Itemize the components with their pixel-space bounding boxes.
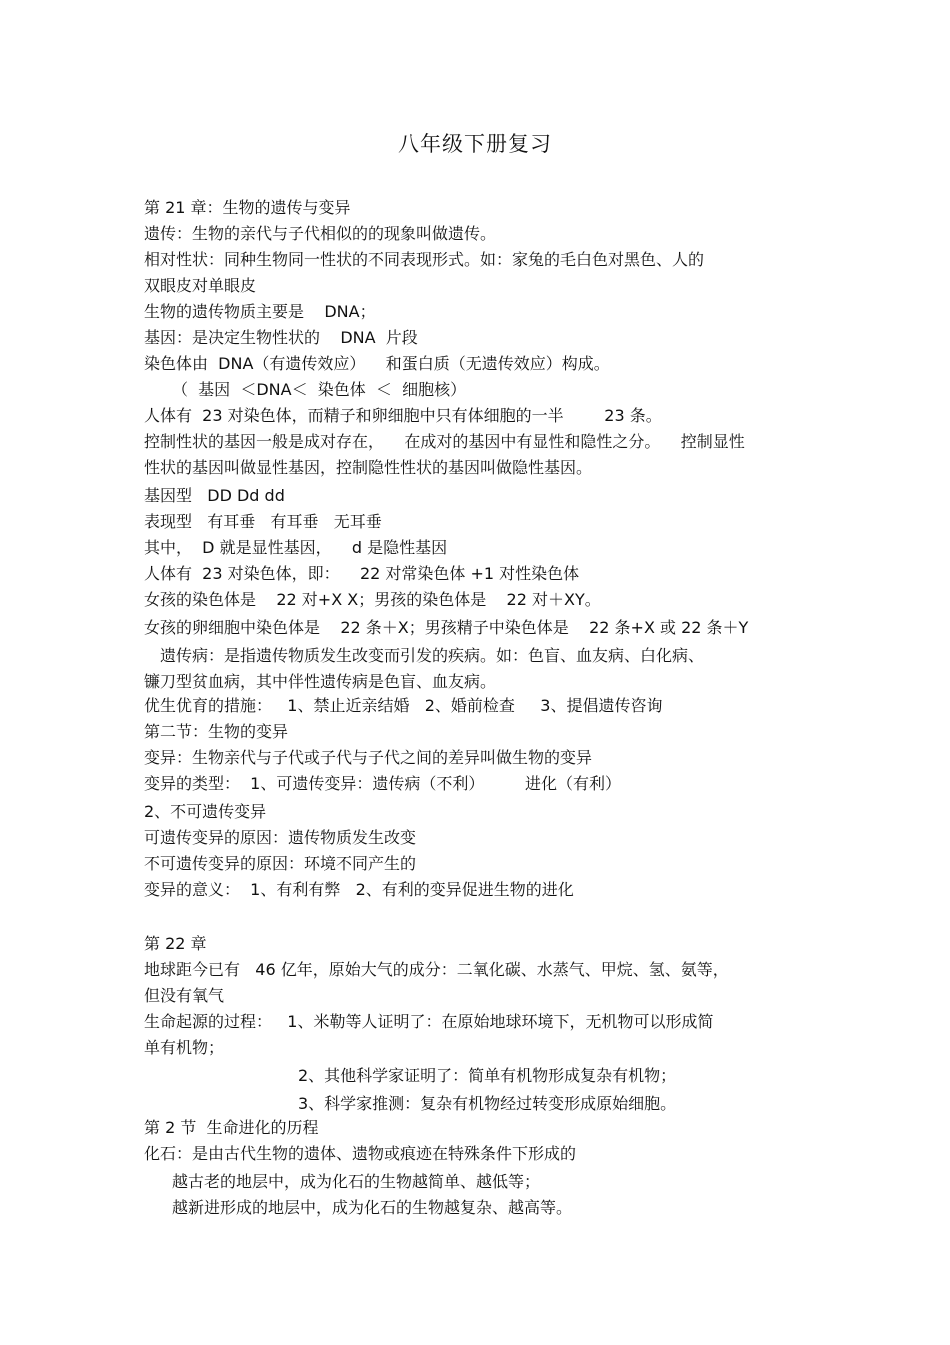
text-line: 生命起源的过程： 1、米勒等人证明了：在原始地球环境下，无机物可以形成简 <box>144 1012 714 1031</box>
chapter-22-heading: 第 22 章 <box>144 934 207 953</box>
text-line: 基因：是决定生物性状的 DNA 片段 <box>144 328 418 347</box>
text-line: 可遗传变异的原因：遗传物质发生改变 <box>144 828 417 847</box>
text-line: 人体有 23 对染色体，而精子和卵细胞中只有体细胞的一半 23 条。 <box>144 406 662 425</box>
text-line: 生物的遗传物质主要是 DNA； <box>144 302 376 321</box>
text-line: 不可遗传变异的原因：环境不同产生的 <box>144 854 417 873</box>
page-title: 八年级下册复习 <box>398 132 552 156</box>
text-line: 人体有 23 对染色体，即： 22 对常染色体 +1 对性染色体 <box>144 564 580 583</box>
text-line: 3、科学家推测：复杂有机物经过转变形成原始细胞。 <box>298 1094 677 1113</box>
text-line: 变异的意义： 1、有利有弊 2、有利的变异促进生物的进化 <box>144 880 574 899</box>
text-line: 优生优育的措施： 1、禁止近亲结婚 2、婚前检查 3、提倡遗传咨询 <box>144 696 663 715</box>
text-line: 2、不可遗传变异 <box>144 802 267 821</box>
text-line: 但没有氧气 <box>144 986 225 1005</box>
text-line: （ 基因 ＜DNA＜ 染色体 ＜ 细胞核） <box>172 380 467 399</box>
text-line: 控制性状的基因一般是成对存在， 在成对的基因中有显性和隐性之分。 控制显性 <box>144 432 745 451</box>
text-line: 相对性状：同种生物同一性状的不同表现形式。如：家兔的毛白色对黑色、人的 <box>144 250 705 269</box>
text-line: 遗传：生物的亲代与子代相似的的现象叫做遗传。 <box>144 224 497 243</box>
text-line: 2、其他科学家证明了：简单有机物形成复杂有机物； <box>298 1066 677 1085</box>
section-heading: 第二节：生物的变异 <box>144 722 289 741</box>
text-line: 女孩的染色体是 22 对+X X；男孩的染色体是 22 对＋XY。 <box>144 590 601 609</box>
text-line: 其中， D 就是显性基因， d 是隐性基因 <box>144 538 448 557</box>
text-line: 基因型 DD Dd dd <box>144 486 285 505</box>
text-line: 变异的类型： 1、可遗传变异：遗传病（不利） 进化（有利） <box>144 774 622 793</box>
text-line: 越新进形成的地层中，成为化石的生物越复杂、越高等。 <box>172 1198 573 1217</box>
section-heading: 第 2 节 生命进化的历程 <box>144 1118 319 1137</box>
text-line: 女孩的卵细胞中染色体是 22 条＋X；男孩精子中染色体是 22 条+X 或 22 条＋Y <box>144 618 749 637</box>
text-line: 染色体由 DNA（有遗传效应） 和蛋白质（无遗传效应）构成。 <box>144 354 610 373</box>
text-line: 双眼皮对单眼皮 <box>144 276 257 295</box>
text-line: 化石：是由古代生物的遗体、遗物或痕迹在特殊条件下形成的 <box>144 1144 577 1163</box>
text-line: 性状的基因叫做显性基因，控制隐性性状的基因叫做隐性基因。 <box>144 458 593 477</box>
text-line: 表现型 有耳垂 有耳垂 无耳垂 <box>144 512 382 531</box>
text-line: 变异：生物亲代与子代或子代与子代之间的差异叫做生物的变异 <box>144 748 593 767</box>
text-line: 单有机物； <box>144 1038 225 1057</box>
text-line: 越古老的地层中，成为化石的生物越简单、越低等； <box>172 1172 541 1191</box>
text-line: 地球距今已有 46 亿年，原始大气的成分：二氧化碳、水蒸气、甲烷、氢、氨等， <box>144 960 729 979</box>
chapter-21-heading: 第 21 章：生物的遗传与变异 <box>144 198 351 217</box>
text-line: 镰刀型贫血病，其中伴性遗传病是色盲、血友病。 <box>144 672 497 691</box>
text-line: 遗传病：是指遗传物质发生改变而引发的疾病。如：色盲、血友病、白化病、 <box>160 646 705 665</box>
